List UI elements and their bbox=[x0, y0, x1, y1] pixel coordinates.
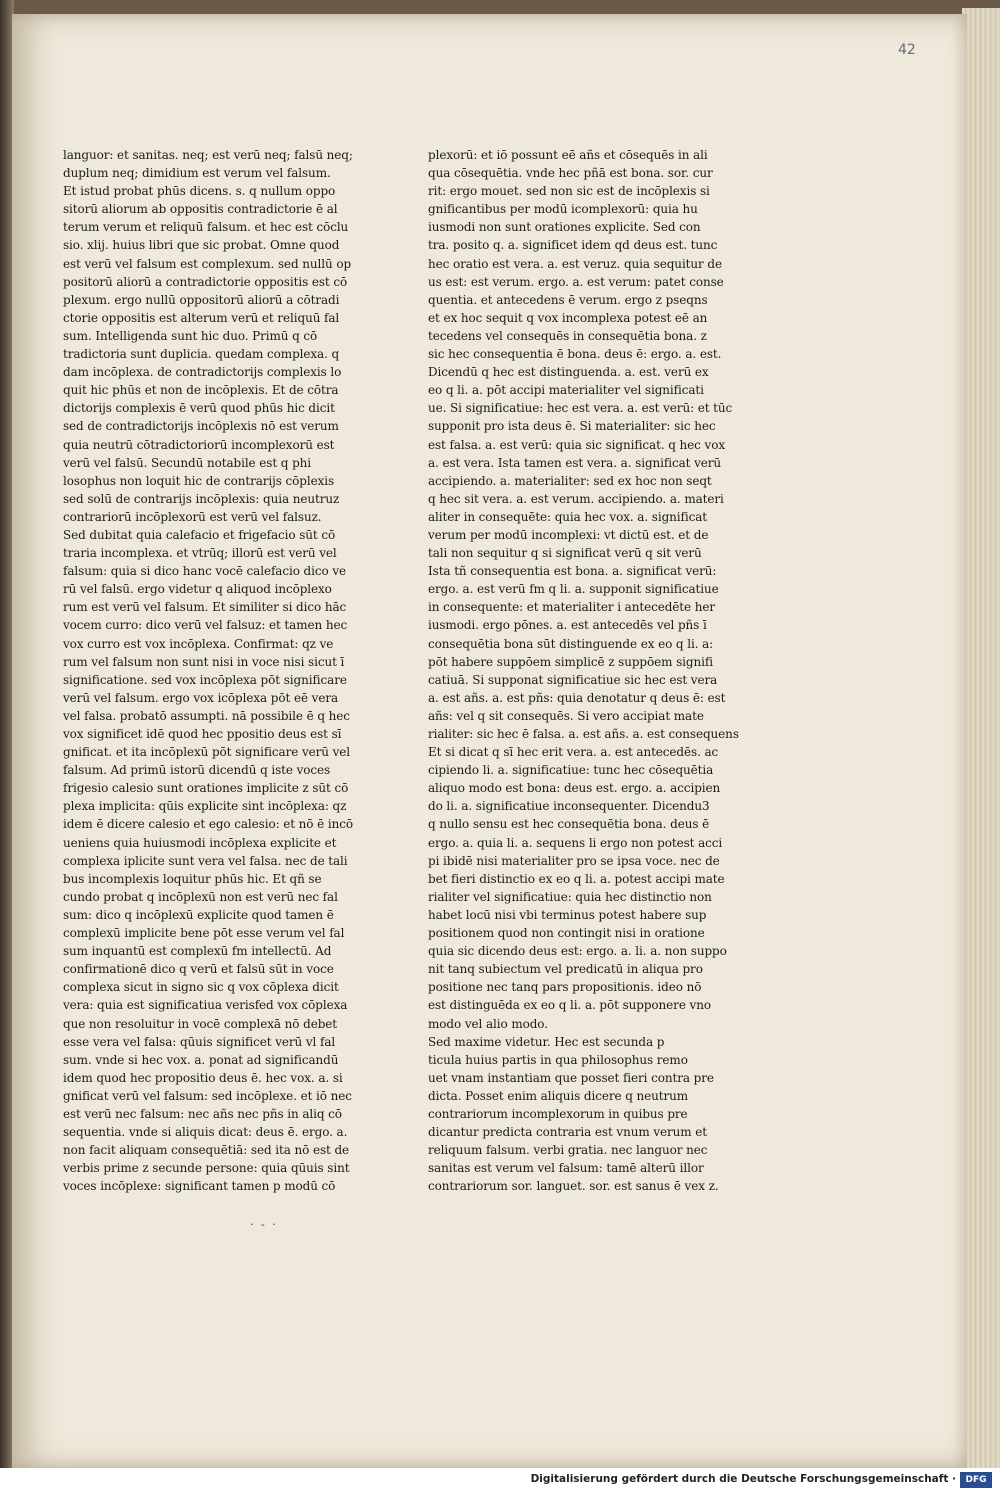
right-column-line: a. est vera. Ista tamen est vera. a. significat verū bbox=[428, 455, 722, 470]
right-column-line: contrariorum sor. languet. sor. est sanus ē vex z. bbox=[428, 1179, 719, 1194]
left-column-line: cundo probat q incōplexū non est verū nec fal bbox=[63, 889, 338, 904]
right-column-line: nit tanq subiectum vel predicatū in aliqua pro bbox=[428, 962, 703, 977]
left-column-line: est verū nec falsum: nec añs nec pñs in aliq cō bbox=[63, 1106, 342, 1121]
left-column-line: languor: et sanitas. neq; est verū neq; falsū neq; bbox=[63, 148, 353, 162]
left-column-line: complexū implicite bene pōt esse verum vel fal bbox=[63, 926, 345, 941]
right-column-line: ue. Si significatiue: hec est vera. a. est verū: et tūc bbox=[428, 401, 733, 416]
left-column-line: sio. xlij. huius libri que sic probat. Omne quod bbox=[63, 238, 340, 253]
left-column-line: dam incōplexa. de contradictorijs complexis lo bbox=[63, 365, 342, 380]
left-column-line: quia neutrū cōtradictoriorū incomplexorū est bbox=[63, 437, 335, 452]
left-column-line: falsum: quia si dico hanc vocē calefacio dico ve bbox=[63, 564, 347, 579]
left-column-line: sum. Intelligenda sunt hic duo. Primū q cō bbox=[63, 328, 318, 343]
funding-credit: Digitalisierung gefördert durch die Deutsche Forschungsgemeinschaft · bbox=[530, 1473, 956, 1485]
right-column-line: q nullo sensu est hec consequētia bona. deus ē bbox=[428, 817, 710, 832]
right-column-line: eo q li. a. pōt accipi materialiter vel significati bbox=[428, 383, 704, 398]
left-column-line: Et istud probat phūs dicens. s. q nullum oppo bbox=[63, 184, 336, 199]
left-column-line: traria incomplexa. et vtrūq; illorū est verū vel bbox=[63, 546, 337, 561]
right-column-line: aliter in consequēte: quia hec vox. a. significat bbox=[428, 509, 707, 524]
right-column-line: pi ibidē nisi materialiter pro se ipsa voce. nec de bbox=[428, 853, 720, 868]
right-column-line: qua cōsequētia. vnde hec pñā est bona. sor. cur bbox=[428, 166, 713, 181]
right-column-line: reliquum falsum. verbi gratia. nec languor nec bbox=[428, 1143, 708, 1158]
left-column-line: confirmationē dico q verū et falsū sūt in voce bbox=[63, 962, 334, 977]
right-column-line: do li. a. significatiue inconsequenter. Dicendu3 bbox=[428, 799, 710, 814]
left-column-line: duplum neq; dimidium est verum vel falsum. bbox=[63, 166, 331, 181]
left-column-line: verbis prime z secunde persone: quia qūuis sint bbox=[63, 1161, 350, 1176]
footer-bar bbox=[0, 1468, 1000, 1493]
left-column-line: que non resoluitur in vocē complexā nō debet bbox=[63, 1016, 338, 1031]
left-column-line: idem quod hec propositio deus ē. hec vox. a. si bbox=[63, 1070, 343, 1085]
left-column-line: rū vel falsū. ergo videtur q aliquod incōplexo bbox=[63, 582, 332, 597]
left-column-line: plexa implicita: qūis explicite sint incōplexa: qz bbox=[63, 799, 347, 814]
left-column-line: terum verum et reliquū falsum. et hec est cōclu bbox=[63, 220, 349, 235]
right-column-line: rialiter vel significatiue: quia hec distinctio non bbox=[428, 889, 712, 904]
left-column-line: tradictoria sunt duplicia. quedam complexa. q bbox=[63, 347, 340, 362]
left-column-line: vocem curro: dico verū vel falsuz: et tamen hec bbox=[63, 618, 348, 633]
left-column-line: plexum. ergo nullū oppositorū aliorū a cōtradi bbox=[63, 292, 340, 307]
right-column-line: quia sic dicendo deus est: ergo. a. li. a. non suppo bbox=[428, 944, 727, 959]
right-column-line: est distinguēda ex eo q li. a. pōt supponere vno bbox=[428, 998, 711, 1013]
right-column-line: catiuā. Si supponat significatiue sic hec est vera bbox=[428, 672, 718, 687]
left-column-line: idem ē dicere calesio et ego calesio: et nō ē incō bbox=[63, 817, 353, 832]
right-column-line: tali non sequitur q si significat verū q sit verū bbox=[428, 546, 702, 561]
left-column-line: non facit aliquam consequētiā: sed ita nō est de bbox=[63, 1143, 350, 1158]
left-column-line: sum. vnde si hec vox. a. ponat ad significandū bbox=[63, 1052, 339, 1067]
left-column-line: gnificat. et ita incōplexū pōt significare verū vel bbox=[63, 745, 351, 760]
left-column-line: sed de contradictorijs incōplexis nō est verum bbox=[63, 419, 339, 434]
right-column-line: Et si dicat q sī hec erit vera. a. est antecedēs. ac bbox=[428, 745, 719, 760]
right-column-line: quentia. et antecedens ē verum. ergo z pseqns bbox=[428, 292, 708, 307]
left-column-line: vox significet idē quod hec ppositio deus est sī bbox=[63, 727, 342, 741]
folio-number: 42 bbox=[898, 42, 916, 58]
right-column-line: accipiendo. a. materialiter: sed ex hoc non seqt bbox=[428, 473, 712, 488]
left-column-line: dictorijs complexis ē verū quod phūs hic dicit bbox=[63, 401, 335, 416]
right-column-line: contrariorum incomplexorum in quibus pre bbox=[428, 1106, 688, 1121]
right-column-line: rit: ergo mouet. sed non sic est de incōplexis si bbox=[428, 184, 710, 199]
left-column-line: verū vel falsum. ergo vox icōplexa pōt eē vera bbox=[63, 690, 339, 705]
left-column-line: sum inquantū est complexū fm intellectū. Ad bbox=[63, 944, 332, 959]
left-column-line: rum est verū vel falsum. Et similiter si dico hāc bbox=[63, 600, 347, 615]
dfg-logo: DFG bbox=[960, 1472, 992, 1488]
right-column-line: iusmodi. ergo pōnes. a. est antecedēs vel pñs ī bbox=[428, 618, 707, 633]
right-column-line: hec oratio est vera. a. est veruz. quia sequitur de bbox=[428, 256, 722, 271]
right-column-line: tecedens vel consequēs in consequētia bona. z bbox=[428, 328, 707, 343]
right-column-line: cipiendo li. a. significatiue: tunc hec cōsequētia bbox=[428, 763, 714, 778]
left-column-line: ctorie oppositis est alterum verū et reliquū fal bbox=[63, 310, 340, 325]
right-column-line: et ex hoc sequit q vox incomplexa potest eē an bbox=[428, 310, 708, 325]
left-column-line: sitorū aliorum ab oppositis contradictorie ē al bbox=[63, 202, 338, 217]
right-column-line: modo vel alio modo. bbox=[428, 1016, 548, 1031]
right-column-line: gnificantibus per modū icomplexorū: quia hu bbox=[428, 202, 698, 217]
left-column-line: significatione. sed vox incōplexa pōt significare bbox=[63, 672, 347, 687]
left-column-line: losophus non loquit hic de contrarijs cōplexis bbox=[63, 473, 335, 488]
right-column-line: verum per modū incomplexi: vt dictū est. et de bbox=[428, 527, 709, 542]
left-column-line: verū vel falsū. Secundū notabile est q phi bbox=[63, 455, 312, 470]
left-column-line: contrariorū incōplexorū est verū vel falsuz. bbox=[63, 509, 322, 524]
right-column-line: ergo. a. quia li. a. sequens li ergo non potest acci bbox=[428, 835, 723, 850]
left-column-line: quit hic phūs et non de incōplexis. Et de cōtra bbox=[63, 383, 339, 398]
right-column-line: consequētia bona sūt distinguende ex eo q li. a: bbox=[428, 636, 714, 651]
right-column-line: q hec sit vera. a. est verum. accipiendo. a. materi bbox=[428, 491, 724, 506]
left-column-line: ueniens quia huiusmodi incōplexa explicite et bbox=[63, 835, 337, 850]
left-column-line: falsum. Ad primū istorū dicendū q iste voces bbox=[63, 763, 331, 778]
left-column-line: sequentia. vnde si aliquis dicat: deus ē. ergo. a. bbox=[63, 1125, 348, 1140]
right-column-line: dicta. Posset enim aliquis dicere q neutrum bbox=[428, 1088, 689, 1103]
right-column-line: positione nec tanq pars propositionis. ideo nō bbox=[428, 980, 702, 995]
right-column-line: pōt habere suppōem simplicē z suppōem signifi bbox=[428, 654, 713, 669]
right-column-line: positionem quod non contingit nisi in oratione bbox=[428, 926, 705, 941]
right-column-line: bet fieri distinctio ex eo q li. a. potest accipi mate bbox=[428, 871, 725, 886]
right-column-line: est falsa. a. est verū: quia sic significat. q hec vox bbox=[428, 437, 725, 452]
left-column-line: vel falsa. probatō assumpti. nā possibile ē q hec bbox=[63, 708, 350, 723]
right-column-line: in consequente: et materialiter i antecedēte her bbox=[428, 600, 715, 615]
right-column-line: añs: vel q sit consequēs. Si vero accipiat mate bbox=[428, 708, 704, 723]
right-column-line: sic hec consequentia ē bona. deus ē: ergo. a. est. bbox=[428, 347, 722, 362]
signature-mark: · - · bbox=[250, 1218, 278, 1231]
text-column-left bbox=[63, 146, 375, 1195]
left-column-line: vera: quia est significatiua verisfed vox cōplexa bbox=[63, 998, 348, 1013]
left-column-line: sum: dico q incōplexū explicite quod tamen ē bbox=[63, 907, 334, 922]
left-column-line: sed solū de contrarijs incōplexis: quia neutruz bbox=[63, 491, 340, 506]
right-column-line: uet vnam instantiam que posset fieri contra pre bbox=[428, 1070, 714, 1085]
right-column-line: ticula huius partis in qua philosophus remo bbox=[428, 1052, 688, 1067]
right-column-line: ergo. a. est verū fm q li. a. supponit significatiue bbox=[428, 582, 719, 597]
right-column-line: a. est añs. a. est pñs: quia denotatur q deus ē: est bbox=[428, 690, 726, 705]
right-column-line: Sed maxime videtur. Hec est secunda p bbox=[428, 1034, 665, 1049]
right-column-line: rialiter: sic hec ē falsa. a. est añs. a. est consequens bbox=[428, 727, 739, 741]
left-column-line: rum vel falsum non sunt nisi in voce nisi sicut ī bbox=[63, 654, 345, 669]
page-fore-edge bbox=[962, 8, 1000, 1468]
left-column-line: gnificat verū vel falsum: sed incōplexe. et iō nec bbox=[63, 1088, 352, 1103]
left-column-line: positorū aliorū a contradictorie oppositis est cō bbox=[63, 274, 348, 289]
right-column-line: Ista tñ consequentia est bona. a. significat verū: bbox=[428, 564, 717, 579]
right-column-line: Dicendū q hec est distinguenda. a. est. verū ex bbox=[428, 365, 709, 380]
left-column-line: complexa iplicite sunt vera vel falsa. nec de tali bbox=[63, 853, 348, 868]
right-column-line: habet locū nisi vbi terminus potest habere sup bbox=[428, 907, 707, 922]
right-column-line: tra. posito q. a. significet idem qd deus est. tunc bbox=[428, 238, 718, 253]
left-column-line: esse vera vel falsa: qūuis significet verū vl fal bbox=[63, 1034, 336, 1049]
left-column-line: frigesio calesio sunt orationes implicite z sūt cō bbox=[63, 781, 349, 796]
left-column-line: complexa sicut in signo sic q vox cōplexa dicit bbox=[63, 980, 339, 995]
right-column-line: dicantur predicta contraria est vnum verum et bbox=[428, 1125, 707, 1140]
right-column-line: aliquo modo est bona: deus est. ergo. a. accipien bbox=[428, 781, 721, 796]
right-column-line: us est: est verum. ergo. a. est verum: patet conse bbox=[428, 274, 724, 289]
left-column-line: vox curro est vox incōplexa. Confirmat: qz ve bbox=[63, 636, 334, 651]
right-column-line: plexorū: et iō possunt eē añs et cōsequēs in ali bbox=[428, 148, 708, 162]
right-column-line: supponit pro ista deus ē. Si materialiter: sic hec bbox=[428, 419, 716, 434]
left-column-line: est verū vel falsum est complexum. sed nullū op bbox=[63, 256, 352, 271]
right-column-line: iusmodi non sunt orationes explicite. Sed con bbox=[428, 220, 701, 235]
left-column-line: voces incōplexe: significant tamen p modū cō bbox=[63, 1179, 336, 1194]
left-column-line: bus incomplexis loquitur phūs hic. Et qñ se bbox=[63, 871, 322, 886]
left-column-line: Sed dubitat quia calefacio et frigefacio sūt cō bbox=[63, 527, 336, 542]
right-column-line: sanitas est verum vel falsum: tamē alterū illor bbox=[428, 1161, 704, 1176]
text-column-right bbox=[428, 146, 740, 1195]
